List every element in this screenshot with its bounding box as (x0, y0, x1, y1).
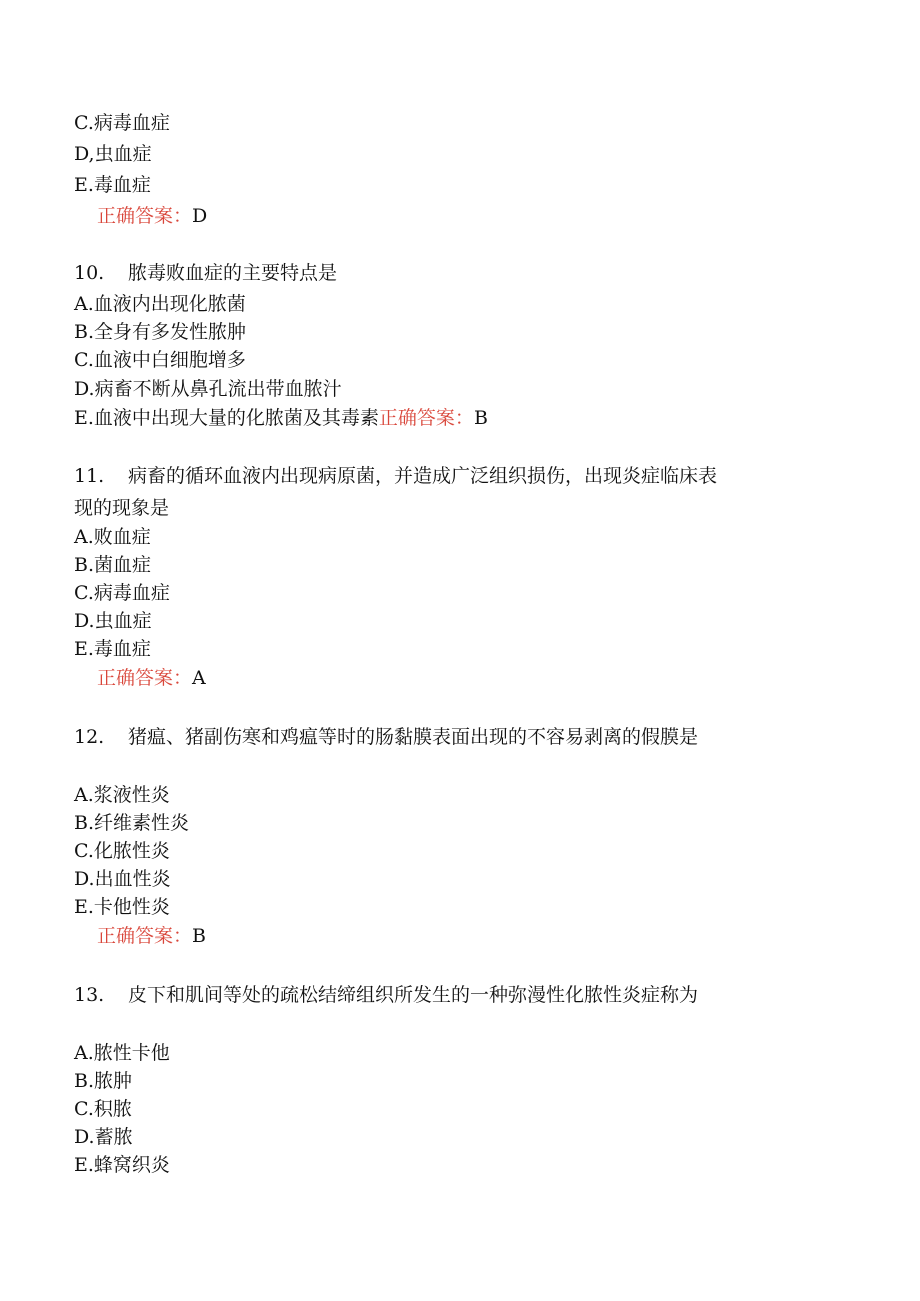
option-d: D.虫血症 (74, 610, 152, 632)
option-a: A.脓性卡他 (74, 1042, 170, 1064)
option-e: E.血液中出现大量的化脓菌及其毒素 (74, 407, 379, 429)
answer-label: 正确答案： (97, 667, 193, 689)
option-e: E.卡他性炎 (74, 896, 170, 918)
question-number: 13. (74, 984, 105, 1006)
question-number: 12. (74, 726, 105, 748)
option-c: C.血液中白细胞增多 (74, 349, 246, 371)
answer-value: B (192, 925, 206, 947)
answer-line (97, 204, 207, 228)
answer-value: D (192, 205, 208, 227)
answer-value: A (192, 667, 206, 689)
option-e: E.蜂窝织炎 (74, 1154, 170, 1176)
option-b: B.脓肿 (74, 1070, 133, 1092)
option-d: D.病畜不断从鼻孔流出带血脓汁 (74, 378, 342, 400)
option-b: B.菌血症 (74, 554, 152, 576)
question-text-continued: 现的现象是 (74, 497, 170, 519)
question-stem (74, 725, 698, 749)
option-e: E.毒血症 (74, 638, 151, 660)
answer-value: B (473, 407, 488, 429)
answer-line (97, 666, 206, 690)
option-d: D.出血性炎 (74, 868, 171, 890)
question-stem (74, 464, 717, 488)
option-a: A.败血症 (74, 526, 151, 548)
option-d: D,虫血症 (74, 143, 152, 165)
option-c: C.病毒血症 (74, 112, 170, 134)
option-b: B.全身有多发性脓肿 (74, 321, 247, 343)
question-text: 猪瘟、猪副伤寒和鸡瘟等时的肠黏膜表面出现的不容易剥离的假膜是 (128, 726, 699, 748)
answer-label: 正确答案： (378, 407, 474, 429)
option-c: C.病毒血症 (74, 582, 170, 604)
question-stem (74, 983, 698, 1007)
option-c: C.化脓性炎 (74, 840, 170, 862)
option-a: A.血液内出现化脓菌 (74, 293, 246, 315)
question-number: 11. (74, 465, 105, 487)
answer-label: 正确答案： (97, 205, 193, 227)
option-a: A.浆液性炎 (74, 784, 170, 806)
question-number: 10. (74, 262, 105, 284)
answer-label: 正确答案： (97, 925, 193, 947)
question-text: 病畜的循环血液内出现病原菌，并造成广泛组织损伤，出现炎症临床表 (128, 465, 718, 487)
option-b: B.纤维素性炎 (74, 812, 190, 834)
option-e-with-answer (74, 406, 488, 430)
question-stem (74, 261, 337, 285)
question-text: 脓毒败血症的主要特点是 (128, 262, 338, 284)
option-d: D.蓄脓 (74, 1126, 133, 1148)
option-c: C.积脓 (74, 1098, 132, 1120)
answer-line (97, 924, 206, 948)
option-e: E.毒血症 (74, 174, 151, 196)
question-text: 皮下和肌间等处的疏松结缔组织所发生的一种弥漫性化脓性炎症称为 (128, 984, 699, 1006)
